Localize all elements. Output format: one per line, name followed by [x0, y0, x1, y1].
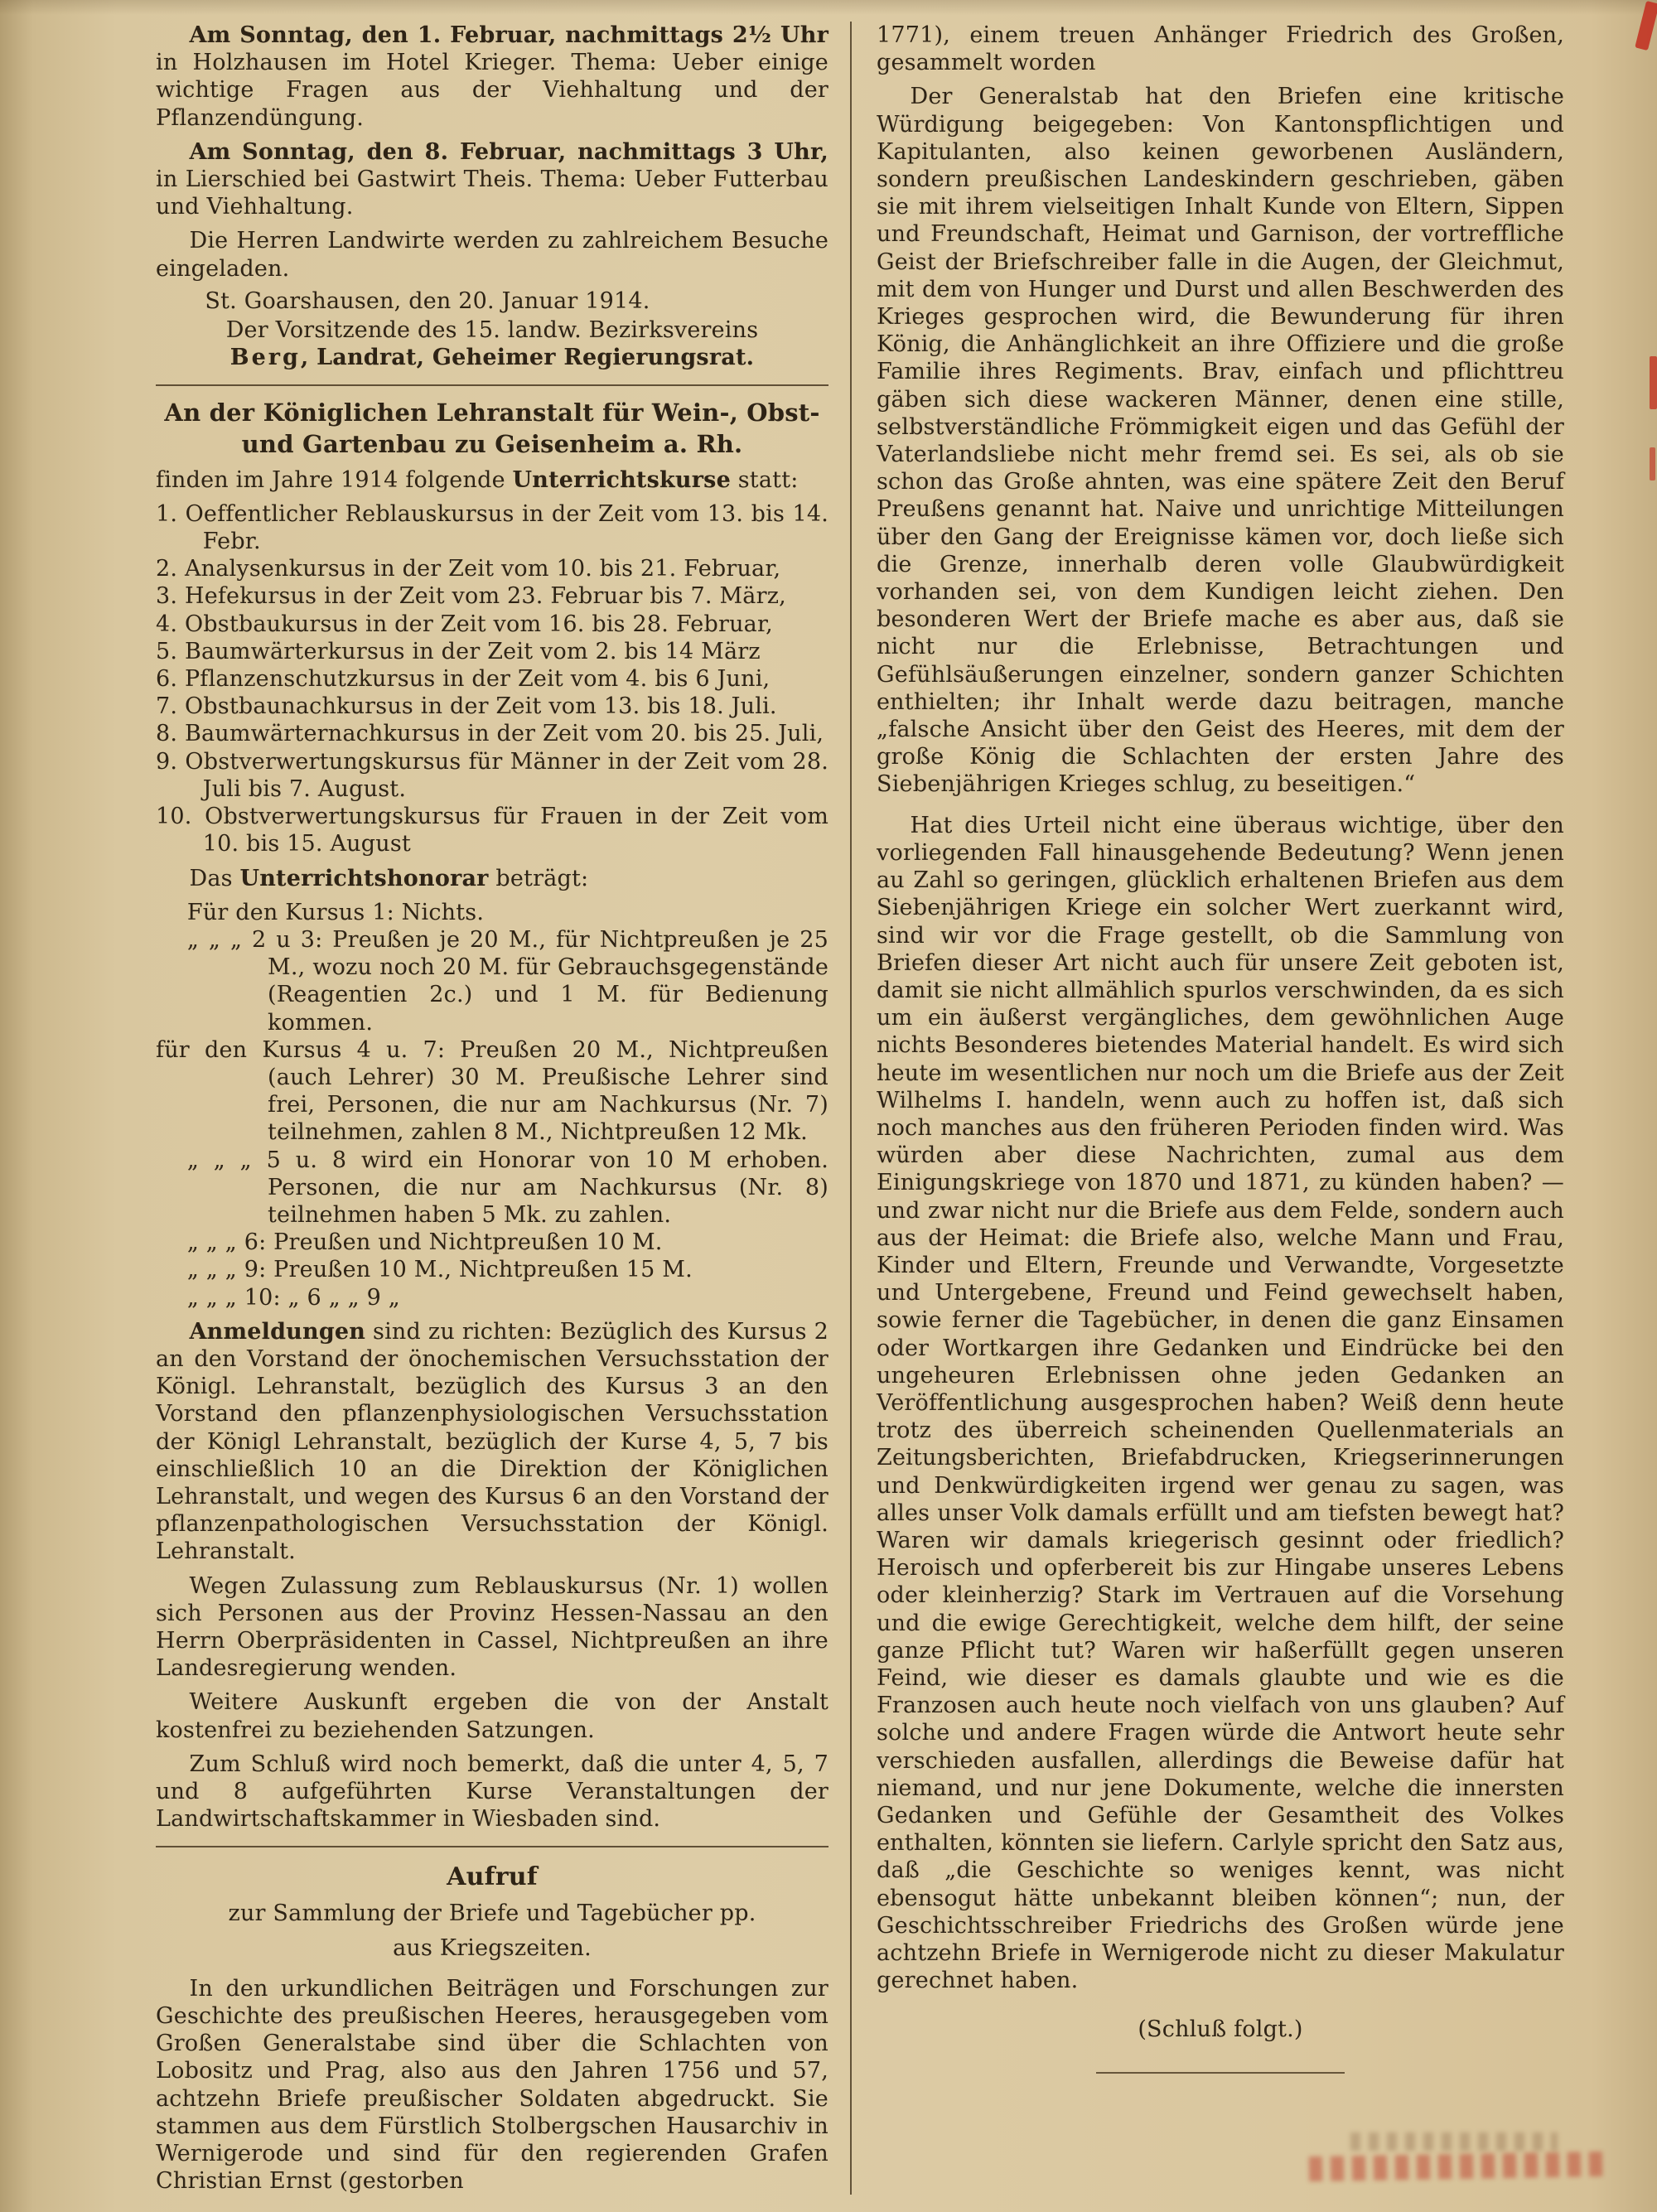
signature-name: Berg	[229, 345, 301, 371]
honorar-heading-pre: Das	[189, 865, 240, 891]
aufruf-title: Aufruf	[447, 1862, 538, 1892]
announcement-1-rest: in Holzhausen im Hotel Krieger. Thema: Ueber einige wichtige Fragen aus der Viehhaltung und der Pflanzendüngung.	[156, 50, 828, 131]
zulassung-paragraph: Wegen Zulassung zum Reblauskursus (Nr. 1) wollen sich Personen aus der Provinz Hessen-Nassau an den Herrn Oberpräsidenten in Cassel, Nichtpreußen an ihre Landesregierung wenden.	[156, 1572, 828, 1682]
anmeldung-rest: sind zu richten: Bezüglich des Kursus 2 an den Vorstand der önochemischen Versuchsstation der Königl. Lehranstalt, bezüglich des Kursus 3 an den Vorstand den pflanzenphysiologischen Versuchsstation der Königl Lehranstalt, bezüglich der Kurse 4, 5, 7 bis einschließlich 10 an die Direktion der Königlichen Lehranstalt, und wegen des Kursus 6 an den Vorstand der pflanzenpathologischen Versuchsstation der Königl. Lehranstalt.	[156, 1318, 828, 1565]
fee-item: „ „ „ 2 u 3: Preußen je 20 M., für Nichtpreußen je 25 M., wozu noch 20 M. für Gebrauchsgegenstände (Reagentien 2c.) und 1 M. für Bedienung kommen.	[186, 926, 828, 1036]
honorar-heading-post: beträgt:	[488, 865, 589, 891]
column-divider	[850, 22, 852, 2195]
fee-item: für den Kursus 4 u. 7: Preußen 20 M., Nichtpreußen (auch Lehrer) 30 M. Preußische Lehrer sind frei, Personen, die nur am Nachkursus (Nr. 7) teilnehmen, zahlen 8 M., Nichtpreußen 12 Mk.	[156, 1036, 828, 1146]
section-divider-rule	[156, 384, 828, 386]
aufruf-subtitle-1: zur Sammlung der Briefe und Tagebücher pp.	[228, 1900, 756, 1927]
ink-bleed-mark-2	[1350, 2132, 1558, 2151]
announcement-1	[156, 22, 828, 132]
fee-item: „ „ „ 6: Preußen und Nichtpreußen 10 M.	[186, 1229, 663, 1256]
course-list	[156, 500, 828, 858]
aufruf-paragraph: In den urkundlichen Beiträgen und Forschungen zur Geschichte des preußischen Heeres, herausgegeben vom Großen Generalstabe sind über die Schlachten von Lobositz und Prag, also aus den Jahren 1756 und 57, achtzehn Briefe preußischer Soldaten abgedruckt. Sie stammen aus dem Fürstlich Stolbergschen Hausarchiv in Wernigerode und sind für den regierenden Grafen Christian Ernst (gestorben	[156, 1975, 828, 2195]
course-item: 9. Obstverwertungskursus für Männer in der Zeit vom 28. Juli bis 7. August.	[156, 748, 828, 802]
fee-item: Für den Kursus 1: Nichts.	[186, 899, 485, 925]
end-rule	[1096, 2072, 1345, 2074]
text-columns	[156, 22, 1606, 2195]
course-item: 4. Obstbaukursus in der Zeit vom 16. bis 28. Februar,	[156, 611, 773, 637]
honorar-heading	[156, 865, 828, 892]
courses-intro-bold: Unterrichtskurse	[512, 466, 731, 493]
urteil-paragraph: Hat dies Urteil nicht eine überaus wichtige, über den vorliegenden Fall hinausgehende Bedeutung? Wenn jenen au Zahl so geringen, glücklich erhaltenen Briefen aus dem Siebenjährigen Kriege ein solcher Wert zuerkannt wird, sind wir vor die Frage gestellt, ob die Sammlung von Briefen dieser Art nicht auch für unsere Zeit geboten ist, damit sie nicht allmählich spurlos verschwinden, da es sich um ein äußerst vergängliches, dem gewöhnlichen Auge nichts Besonderes bietendes Material handelt. Es wird sich heute im wesentlichen nur noch um die Briefe aus der Zeit Wilhelms I. handeln, wenn auch zu hoffen ist, daß sich noch manches aus den früheren Perioden finden wird. Was würden aber diese Nachrichten, zumal aus dem Einigungskriege von 1870 und 1871, zu künden haben? — und zwar nicht nur die Briefe aus dem Felde, sondern auch aus der Heimat: die Briefe also, welche Mann und Frau, Kinder und Eltern, Freunde und Verwandte, Vorgesetzte und Untergebene, Freund und Feind gewechselt haben, sowie ferner die Tagebücher, in denen die ganz Einsamen oder Wortkargen ihre Gedanken und Eindrücke bei den ungeheuren Erlebnissen ohne jeden Gedanken an Veröffentlichung ausgesprochen haben? Weiß denn heute trotz des überreich scheinenden Quellenmaterials an Zeitungsberichten, Briefabdrucken, Kriegserinnerungen und Denkwürdigkeiten irgend wer genau zu sagen, was alles unser Volk damals erfüllt und am tiefsten bewegt hat? Waren wir damals kriegerisch gesinnt oder friedlich? Heroisch und opferbereit bis zur Hingabe unseres Lebens oder kleinherzig? Stark im Vertrauen auf die Vorsehung und die ewige Gerechtigkeit, welche dem hilft, der seine ganze Pflicht tut? Waren wir haßerfüllt gegen unseren Feind, wie dieser es damals glaubte und wie es die Franzosen auch heute noch vielfach von uns glauben? Auf solche und andere Fragen würde die Antwort heute sehr verschieden ausfallen, allerdings die Beweise dafür hat niemand, und nur jene Dokumente, welche die innersten Gedanken und Gefühle der Gesamtheit des Volkes enthalten, könnten sie liefern. Carlyle spricht den Satz aus, daß „die Geschichte so weniges kennt, was nicht ebensogut hätte unbekannt bleiben können“; nun, der Geschichtsschreiber Friedrichs des Großen würde jene achtzehn Briefe in Wernigerode nicht zu dieser Makulatur gerechnet haben.	[877, 812, 1564, 1994]
courses-intro-post: statt:	[730, 466, 799, 493]
anmeldung-lead: Anmeldungen	[189, 1318, 366, 1345]
aufruf-subtitle-2: aus Kriegszeiten.	[393, 1934, 592, 1961]
generalstab-paragraph: Der Generalstab hat den Briefen eine kritische Würdigung beigegeben: Von Kantonspflichtigen und Kapitulanten, also keinen geworbenen Ausländern, sondern preußischen Landeskindern geschrieben, gäben sie mit ihrem vielseitigen Inhalt Kunde von Eltern, Sippen und Freundschaft, Heimat und Garnison, der vortreffliche Geist der Briefschreiber falle in die Augen, der Gleichmut, mit dem von Hunger und Durst und allen Beschwerden des Krieges gesprochen wird, die Bewunderung für ihren König, die Anhänglichkeit an ihre Offiziere und die große Familie ihres Regiments. Brav, einfach und pflichttreu gäben sich diese wackeren Männer, denen eine stille, selbstverständliche Frömmigkeit eigen und das Gefühl der Vaterlandsliebe nicht mehr fremd sei. Es sei, als ob sie schon das Große ahnten, was eine spätere Zeit den Beruf Preußens genannt hat. Naive und unrichtige Mitteilungen über den Gang der Ereignisse kämen vor, doch ließe sich die Grenze, innerhalb deren volle Glaubwürdigkeit vorhanden sei, von dem Kundigen leicht ziehen. Den besonderen Wert der Briefe mache es aber aus, daß sie nicht nur die Erlebnisse, Betrachtungen und Gefühlsäußerungen einzelner, sondern ganzer Schichten enthielten; ihr Inhalt werde dazu beitragen, manche „falsche Ansicht über den Geist des Heeres, mit dem der große König die Schlachten der ersten Jahre des Siebenjährigen Krieges schlug, zu beseitigen.“	[877, 84, 1564, 798]
dateline: St. Goarshausen, den 20. Januar 1914.	[205, 287, 650, 314]
course-item: 10. Obstverwertungskursus für Frauen in der Zeit vom 10. bis 15. August	[156, 804, 828, 857]
announcement-2	[156, 138, 828, 221]
schlussbemerkung-paragraph: Zum Schluß wird noch bemerkt, daß die unter 4, 5, 7 und 8 aufgeführten Kurse Veranstaltungen der Landwirtschaftskammer in Wiesbaden sind.	[156, 1751, 828, 1833]
courses-intro	[156, 466, 828, 494]
left-column	[156, 22, 850, 2195]
signature-line-1: Der Vorsitzende des 15. landw. Bezirksvereins	[225, 317, 759, 344]
fee-item: „ „ „ 9: Preußen 10 M., Nichtpreußen 15 M.	[186, 1257, 693, 1283]
signature-line-2	[156, 344, 828, 371]
red-edge-mark	[1650, 356, 1657, 409]
closing-note: (Schluß folgt.)	[1138, 2016, 1303, 2043]
course-item: 7. Obstbaunachkursus in der Zeit vom 13. bis 18. Juli.	[156, 693, 777, 720]
fee-item: „ „ „ 10: „ 6 „ „ 9 „	[186, 1284, 400, 1311]
anmeldung-paragraph	[156, 1318, 828, 1566]
courses-intro-pre: finden im Jahre 1914 folgende	[156, 466, 513, 493]
course-item: 2. Analysenkursus in der Zeit vom 10. bis 21. Februar,	[156, 556, 781, 582]
announcement-1-lead: Am Sonntag, den 1. Februar, nachmittags 2½ Uhr	[189, 22, 828, 48]
ink-bleed-mark	[1309, 2152, 1607, 2181]
course-item: 1. Oeffentlicher Reblauskursus in der Zeit vom 13. bis 14. Febr.	[156, 500, 828, 555]
course-item: 6. Pflanzenschutzkursus in der Zeit vom 4. bis 6 Juni,	[156, 666, 771, 693]
course-item: 8. Baumwärternachkursus in der Zeit vom 20. bis 25. Juli,	[156, 721, 824, 747]
announcement-2-rest: in Lierschied bei Gastwirt Theis. Thema: Ueber Futterbau und Viehhaltung.	[156, 167, 828, 220]
announcement-2-lead: Am Sonntag, den 8. Februar, nachmittags 3 Uhr,	[189, 138, 828, 165]
school-heading-line-2: und Gartenbau zu Geisenheim a. Rh.	[241, 429, 743, 458]
course-item: 3. Hefekursus in der Zeit vom 23. Februar bis 7. März,	[156, 583, 786, 610]
auskunft-paragraph: Weitere Auskunft ergeben die von der Anstalt kostenfrei zu beziehenden Satzungen.	[156, 1689, 828, 1743]
red-corner-mark	[1635, 1, 1657, 51]
fee-item: „ „ „ 5 u. 8 wird ein Honorar von 10 M erhoben. Personen, die nur am Nachkursus (Nr. 8) teilnehmen haben 5 Mk. zu zahlen.	[186, 1147, 828, 1228]
school-heading-line-1: An der Königlichen Lehranstalt für Wein-, Obst-	[164, 398, 820, 427]
aufruf-divider-rule	[156, 1846, 828, 1847]
right-column	[852, 22, 1564, 2195]
signature-rest: , Landrat, Geheimer Regierungsrat.	[300, 345, 755, 371]
invitation-text: Die Herren Landwirte werden zu zahlreichem Besuche eingeladen.	[156, 228, 828, 282]
red-edge-mark-2	[1650, 447, 1655, 481]
honorar-heading-bold: Unterrichtshonorar	[239, 865, 489, 891]
fee-list	[156, 899, 828, 1311]
continuation-paragraph: 1771), einem treuen Anhänger Friedrich des Großen, gesammelt worden	[877, 22, 1564, 76]
course-item: 5. Baumwärterkursus in der Zeit vom 2. bis 14 März	[156, 638, 761, 664]
